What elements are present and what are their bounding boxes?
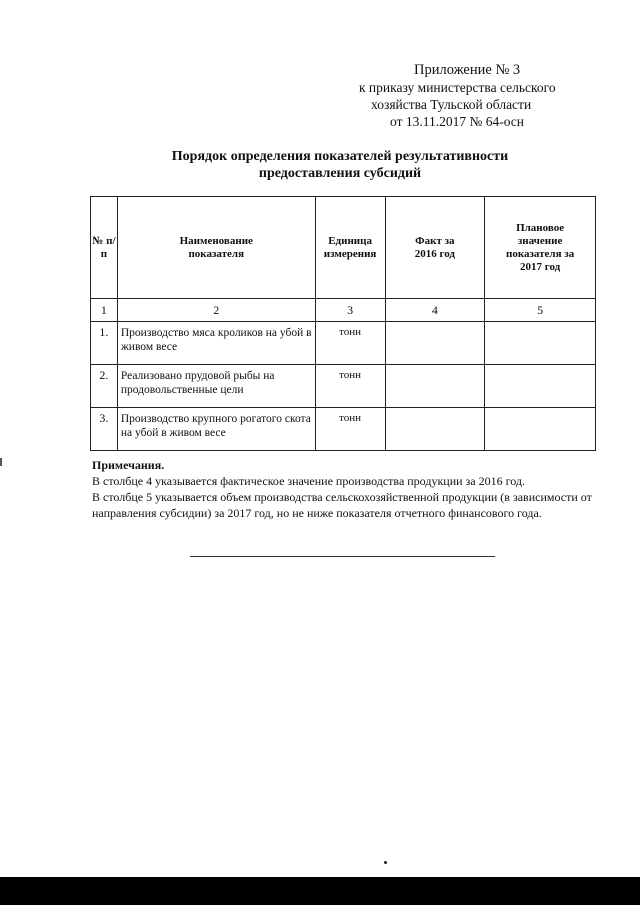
note-line-2: В столбце 5 указывается объем производства сельскохозяйственной продукции (в зависимости от направления субсидии) за 2017 год, но не ниже показателя отчетного финансового года. xyxy=(92,490,592,520)
table-row xyxy=(91,322,596,365)
indicators-table xyxy=(90,196,596,451)
indicator-unit: тонн xyxy=(315,365,385,408)
indicator-name: Производство мяса кроликов на убой в живом весе xyxy=(117,322,315,365)
separator-line xyxy=(190,556,495,557)
indicator-name: Реализовано прудовой рыбы на продовольственные цели xyxy=(117,365,315,408)
indicator-unit: тонн xyxy=(315,408,385,451)
column-number: 1 xyxy=(91,299,118,322)
indicator-fact xyxy=(385,322,485,365)
notes-heading: Примечания. xyxy=(92,458,165,472)
table-header-row xyxy=(91,197,596,299)
appendix-date-line: от 13.11.2017 № 64-осн xyxy=(390,114,525,129)
indicator-unit: тонн xyxy=(315,322,385,365)
header-num: № п/п xyxy=(91,197,118,299)
title-line-1: Порядок определения показателей результативности xyxy=(171,149,509,164)
header-unit: Единица измерения xyxy=(315,197,385,299)
appendix-order-line: к приказу министерства сельского xyxy=(359,80,556,95)
column-number: 3 xyxy=(315,299,385,322)
appendix-number: Приложение № 3 xyxy=(414,62,521,78)
header-plan: Плановое значение показателя за 2017 год xyxy=(485,197,596,299)
column-number: 4 xyxy=(385,299,485,322)
indicator-plan xyxy=(485,408,596,451)
title-line-2: предоставления субсидий xyxy=(258,166,422,181)
header-name: Наименование показателя xyxy=(117,197,315,299)
table-row xyxy=(91,365,596,408)
table-row xyxy=(91,408,596,451)
notes-section xyxy=(92,457,592,521)
row-number: 3. xyxy=(91,408,118,451)
row-number: 2. xyxy=(91,365,118,408)
scan-speck xyxy=(384,861,387,864)
indicator-plan xyxy=(485,322,596,365)
indicator-fact xyxy=(385,365,485,408)
column-number-row xyxy=(91,299,596,322)
column-number: 2 xyxy=(117,299,315,322)
note-line-1: В столбце 4 указывается фактическое значение производства продукции за 2016 год. xyxy=(92,474,525,488)
scan-edge-mark xyxy=(0,458,2,466)
indicator-name: Производство крупного рогатого скота на убой в живом весе xyxy=(117,408,315,451)
column-number: 5 xyxy=(485,299,596,322)
document-title xyxy=(100,148,580,182)
appendix-ministry-line: хозяйства Тульской области xyxy=(371,97,532,112)
row-number: 1. xyxy=(91,322,118,365)
header-fact: Факт за 2016 год xyxy=(385,197,485,299)
indicator-plan xyxy=(485,365,596,408)
indicator-fact xyxy=(385,408,485,451)
scan-bottom-border xyxy=(0,877,640,905)
